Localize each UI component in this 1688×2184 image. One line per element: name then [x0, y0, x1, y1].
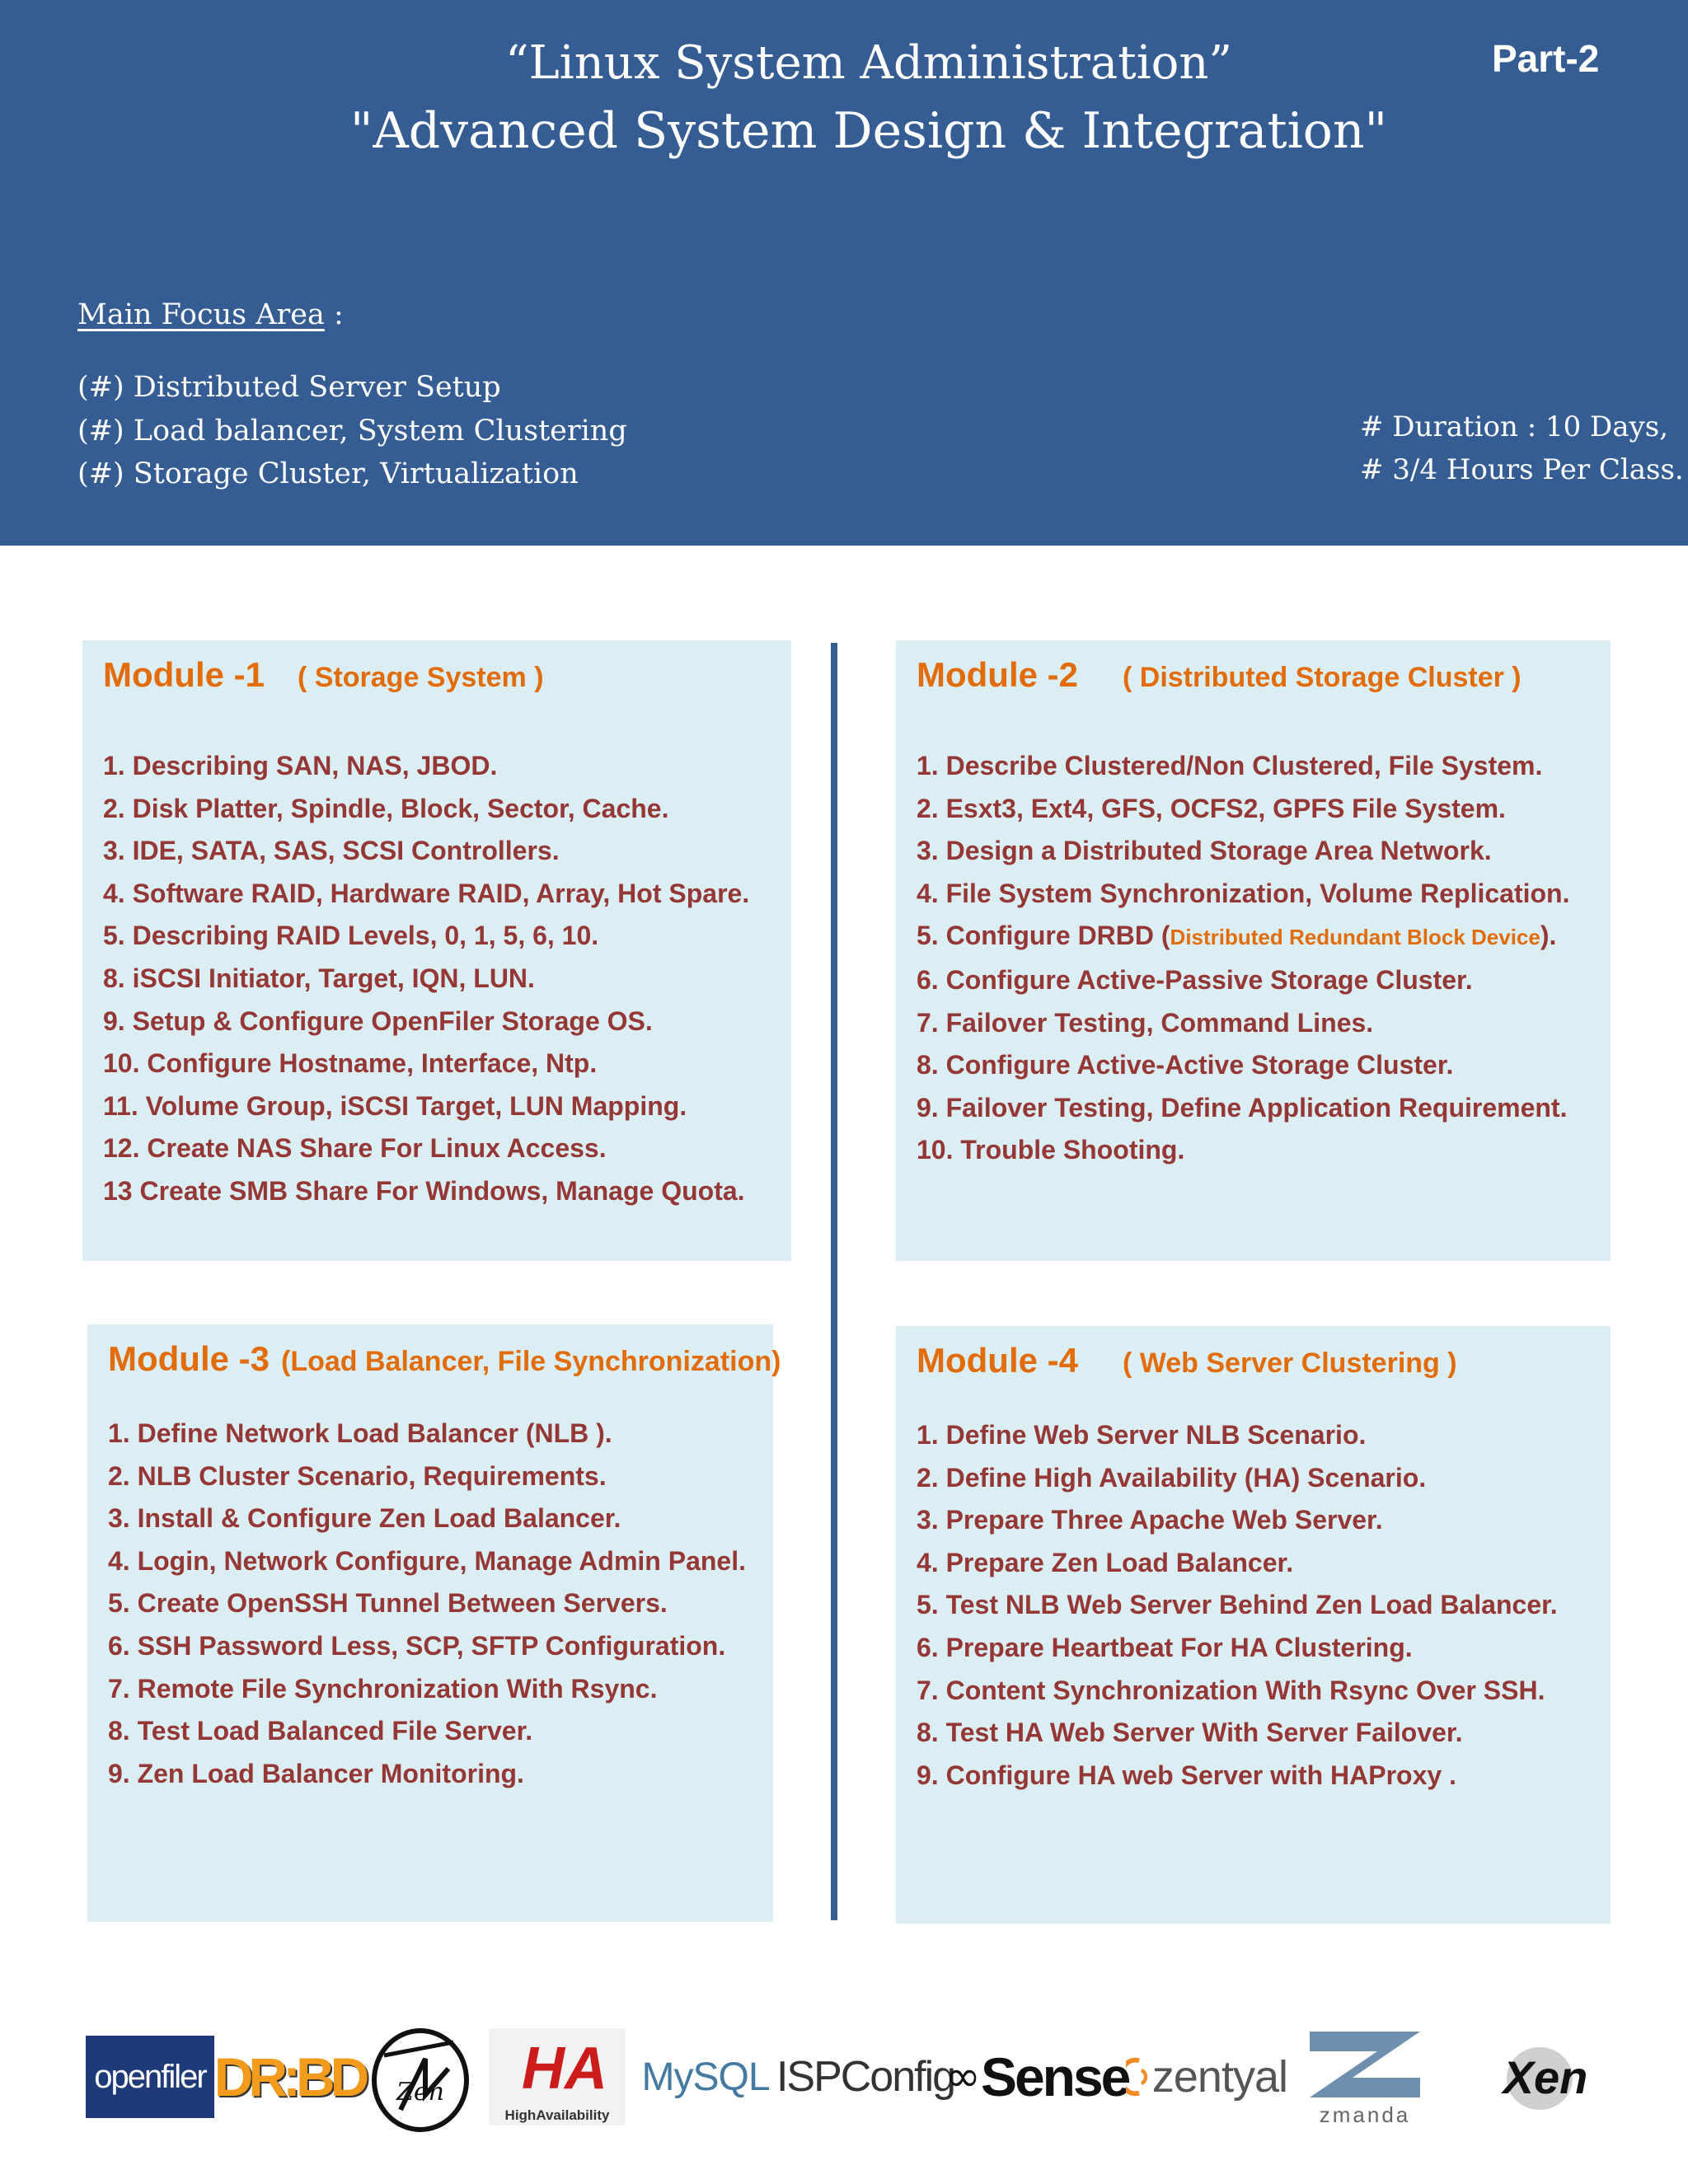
list-item: 10. Configure Hostname, Interface, Ntp. [103, 1048, 598, 1079]
duration-info [1360, 405, 1684, 491]
zmanda-logo: zmanda [1292, 2011, 1437, 2143]
zen-emblem-icon [368, 2019, 473, 2135]
module-1-list [103, 745, 749, 1213]
logo-strip [82, 2011, 1632, 2143]
xen-logo: Xen [1467, 2011, 1624, 2143]
module-1-subtitle: ( Storage System ) [298, 662, 544, 693]
list-item: 4. File System Synchronization, Volume Replication. [917, 878, 1570, 908]
part-label: Part-2 [1492, 37, 1600, 80]
duration-days: # Duration : 10 Days, [1360, 410, 1669, 443]
list-item: 9. Zen Load Balancer Monitoring. [108, 1758, 524, 1788]
focus-colon: : [324, 298, 344, 331]
openfiler-logo: openfiler [86, 2011, 214, 2143]
module-4-heading [917, 1341, 1457, 1380]
list-item: 5. Test NLB Web Server Behind Zen Load Balancer. [917, 1590, 1558, 1620]
list-item: 1. Define Network Load Balancer (NLB ). [108, 1418, 612, 1448]
list-item: 5. Describing RAID Levels, 0, 1, 5, 6, 10. [103, 921, 599, 951]
focus-label: Main Focus Area [77, 298, 325, 331]
list-item: 8. Test Load Balanced File Server. [108, 1716, 533, 1746]
list-item: 3. Prepare Three Apache Web Server. [917, 1505, 1383, 1535]
list-item: 4. Prepare Zen Load Balancer. [917, 1547, 1294, 1577]
module-4-list [917, 1414, 1558, 1797]
mysql-logo: MySQL [641, 2055, 770, 2099]
module-4-title: Module -4 [917, 1341, 1078, 1380]
list-item: 7. Content Synchronization With Rsync Over SSH. [917, 1675, 1545, 1705]
course-title: “Linux System Administration” [504, 36, 1233, 90]
high-availability-logo: HA HighAvailability [488, 2011, 626, 2143]
list-item: 9. Setup & Configure OpenFiler Storage OS. [103, 1005, 653, 1036]
list-item: 9. Failover Testing, Define Application Requirement. [917, 1092, 1568, 1122]
drbd-logo: DR:BD [213, 2046, 365, 2107]
list-item: 5. Create OpenSSH Tunnel Between Servers. [108, 1588, 668, 1619]
course-subtitle: "Advanced System Design & Integration" [349, 102, 1388, 160]
ispconfig-logo: ISPConfig [776, 2053, 955, 2101]
list-item: 1. Define Web Server NLB Scenario. [917, 1420, 1367, 1450]
module-2-heading [917, 655, 1522, 695]
list-item: 11. Volume Group, iSCSI Target, LUN Mapping. [103, 1090, 687, 1121]
list-item: 1. Describe Clustered/Non Clustered, File System. [917, 751, 1543, 780]
pf-icon: ∞ [945, 2052, 981, 2102]
ha-glyph: HA [522, 2036, 607, 2102]
module-3-list [108, 1413, 746, 1795]
zentyal-logo: zentyal [1126, 2011, 1287, 2143]
list-item-text: 5. Configure DRBD ( [917, 921, 1170, 951]
list-item [917, 915, 1569, 959]
list-item: 3. IDE, SATA, SAS, SCSI Controllers. [103, 836, 560, 866]
zmanda-z-icon [1303, 2027, 1427, 2102]
module-2-list [917, 745, 1569, 1172]
list-item: 2. Define High Availability (HA) Scenario. [917, 1462, 1427, 1493]
module-4-panel [896, 1326, 1611, 1924]
svg-text:Zen: Zen [396, 2078, 444, 2107]
list-item: 8. iSCSI Initiator, Target, IQN, LUN. [103, 963, 535, 993]
header-banner [0, 0, 1688, 546]
list-item: 12. Create NAS Share For Linux Access. [103, 1133, 607, 1164]
list-item: 1. Describing SAN, NAS, JBOD. [103, 751, 498, 780]
module-2-panel [896, 640, 1611, 1261]
module-1-panel [82, 640, 791, 1261]
list-item: 8. Test HA Web Server With Server Failover. [917, 1718, 1463, 1748]
list-item: 13 Create SMB Share For Windows, Manage Quota. [103, 1175, 745, 1206]
focus-item: (#) Storage Cluster, Virtualization [77, 457, 579, 490]
module-1-heading [103, 655, 544, 695]
list-item: 8. Configure Active-Active Storage Cluster. [917, 1050, 1454, 1080]
module-3-heading [108, 1339, 781, 1379]
list-item: 3. Install & Configure Zen Load Balancer. [108, 1503, 621, 1534]
list-item: 9. Configure HA web Server with HAProxy . [917, 1760, 1456, 1790]
module-4-subtitle: ( Web Server Clustering ) [1123, 1347, 1457, 1379]
drbd-note: Distributed Redundant Block Device [1170, 925, 1540, 950]
focus-item: (#) Distributed Server Setup [77, 371, 501, 404]
module-3-panel [87, 1324, 781, 1922]
duration-hours: # 3/4 Hours Per Class. [1360, 453, 1684, 486]
list-item: 3. Design a Distributed Storage Area Network. [917, 836, 1492, 866]
list-item: 6. Configure Active-Passive Storage Cluster. [917, 964, 1473, 995]
module-2-subtitle: ( Distributed Storage Cluster ) [1123, 662, 1522, 693]
pfsense-logo: ∞ Sense [945, 2046, 1129, 2107]
list-item: 7. Remote File Synchronization With Rsync. [108, 1673, 658, 1704]
focus-list [77, 366, 627, 496]
list-item-end: ). [1540, 921, 1557, 951]
focus-heading [77, 298, 344, 331]
list-item: 7. Failover Testing, Command Lines. [917, 1007, 1374, 1038]
list-item: 6. SSH Password Less, SCP, SFTP Configuration. [108, 1630, 726, 1661]
module-3-title: Module -3 [108, 1339, 270, 1378]
module-1-title: Module -1 [103, 655, 265, 694]
list-item: 4. Login, Network Configure, Manage Admin Panel. [108, 1545, 746, 1576]
list-item: 6. Prepare Heartbeat For HA Clustering. [917, 1632, 1413, 1662]
list-item: 2. Disk Platter, Spindle, Block, Sector, Cache. [103, 793, 669, 823]
module-2-title: Module -2 [917, 655, 1078, 694]
zen-logo [366, 2011, 475, 2143]
column-divider [831, 643, 837, 1920]
list-item: 2. NLB Cluster Scenario, Requirements. [108, 1460, 607, 1491]
list-item: 10. Trouble Shooting. [917, 1135, 1185, 1165]
list-item: 2. Esxt3, Ext4, GFS, OCFS2, GPFS File System. [917, 793, 1506, 823]
focus-item: (#) Load balancer, System Clustering [77, 414, 627, 448]
module-3-subtitle: (Load Balancer, File Synchronization) [281, 1346, 781, 1377]
list-item: 4. Software RAID, Hardware RAID, Array, Hot Spare. [103, 878, 750, 908]
zentyal-icon [1126, 2048, 1152, 2106]
